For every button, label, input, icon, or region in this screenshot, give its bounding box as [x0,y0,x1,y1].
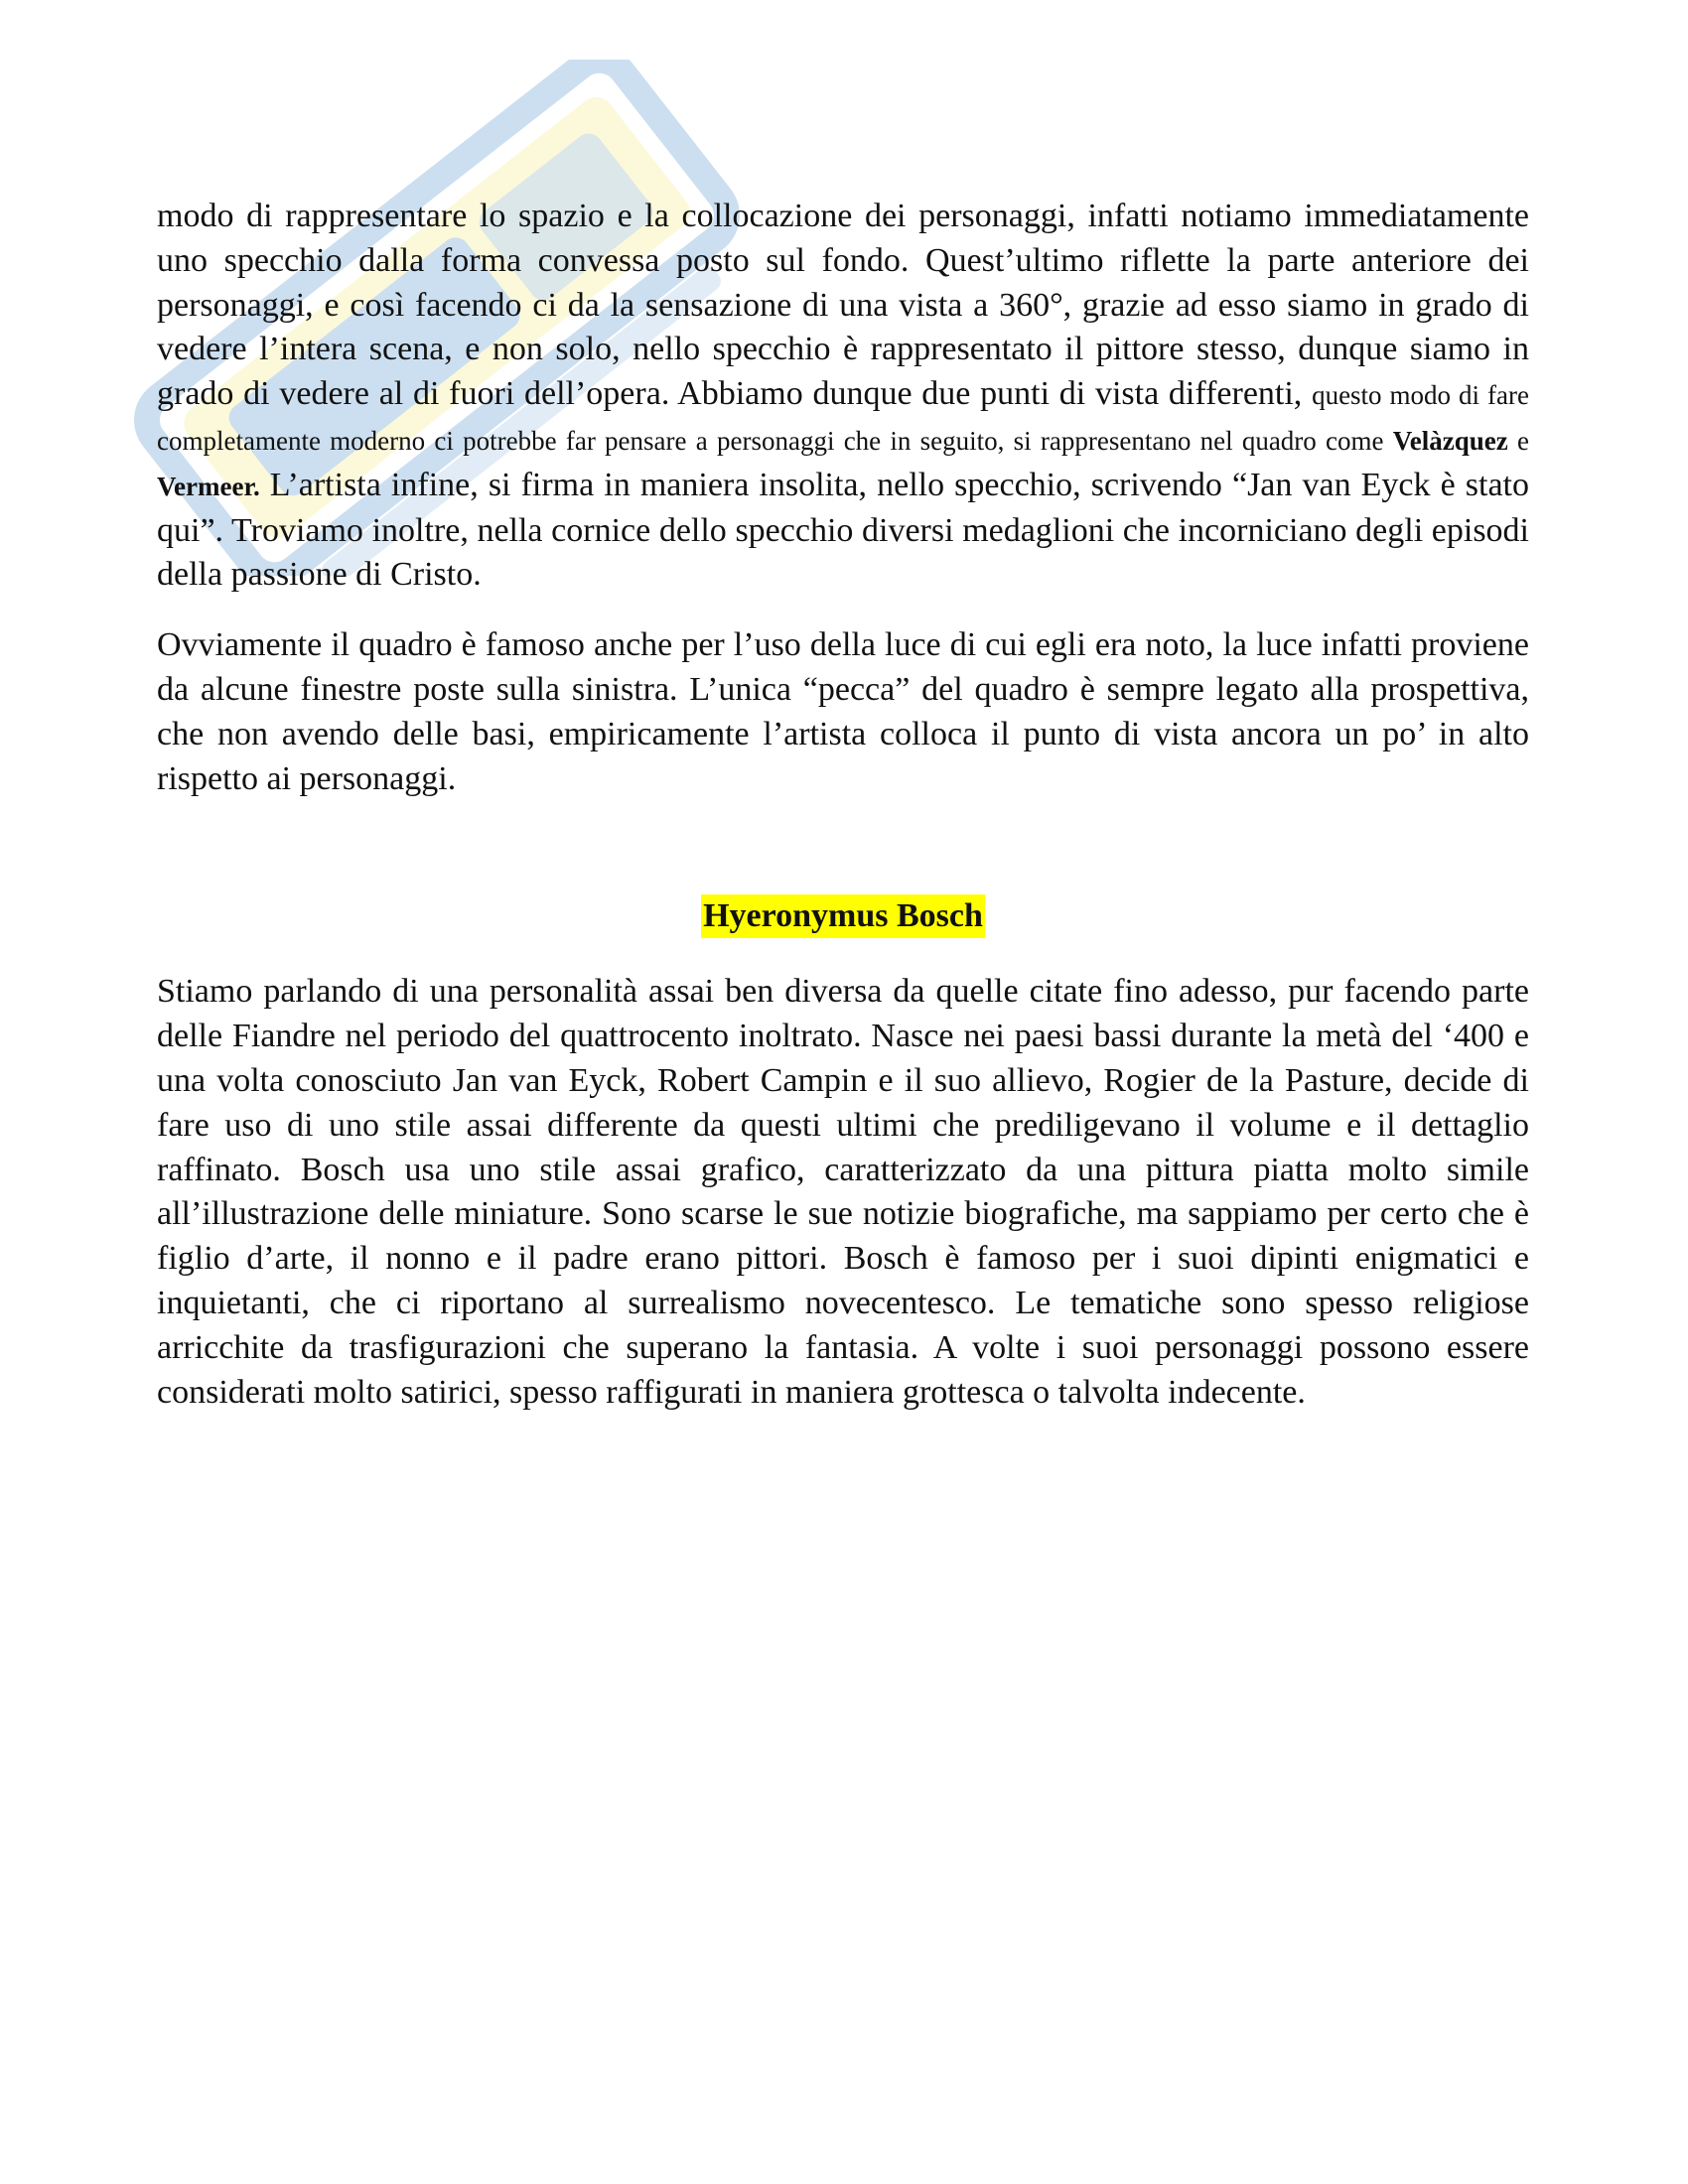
paragraph-text-tail: L’artista infine, si firma in maniera insolita, nello specchio, scrivendo “Jan van Eyck è stato qui”. Troviamo inoltre, nella cornice dello specchio diversi medaglioni che incorniciano degli episodi della passione di Cristo. [157,466,1529,594]
section-heading-bosch: Hyeronymus Bosch [701,894,985,938]
paragraph-small-text: questo modo di fare completamente moderno ci potrebbe far pensare a personaggi che in seguito, si rappresentano nel quadro come [157,380,1529,456]
paragraph-light: Ovviamente il quadro è famoso anche per l’uso della luce di cui egli era noto, la luce infatti proviene da alcune finestre poste sulla sinistra. L’unica “pecca” del quadro è sempre legato alla prospettiva, che non avendo delle basi, empiricamente l’artista colloca il punto di vista ancora un po’ in alto rispetto ai personaggi. [157,626,1529,797]
painter-name-vermeer: Vermeer. [157,471,260,501]
paragraph-bosch: Stiamo parlando di una personalità assai ben diversa da quelle citate fino adesso, pur facendo parte delle Fiandre nel periodo del quattrocento inoltrato. Nasce nei paesi bassi durante la metà del ‘400 e una volta conosciuto Jan van Eyck, Robert Campin e il suo allievo, Rogier de la Pasture, decide di fare uso di uno stile assai differente da questi ultimi che prediligevano il volume e il dettaglio raffinato. Bosch usa uno stile assai grafico, caratterizzato da una pittura piatta molto simile all’illustrazione delle miniature. Sono scarse le sue notizie biografiche, ma sappiamo per certo che è figlio d’arte, il nonno e il padre erano pittori. Bosch è famoso per i suoi dipinti enigmatici e inquietanti, che ci riportano al surrealismo novecentesco. Le tematiche sono spesso religiose arricchite da trasfigurazioni che superano la fantasia. A volte i suoi personaggi possono essere considerati molto satirici, spesso raffigurati in maniera grottesca o talvolta indecente. [157,973,1529,1411]
conjunction-text: e [1507,425,1530,456]
paragraph-van-eyck-mirror [157,195,1529,598]
section-heading-wrapper [157,894,1529,942]
document-page [157,195,1529,1415]
painter-name-velazquez: Velàzquez [1392,425,1508,456]
paragraph-text: modo di rappresentare lo spazio e la collocazione dei personaggi, infatti notiamo immediatamente uno specchio dalla forma convessa posto sul fondo. Quest’ultimo riflette la parte anteriore dei personaggi, e così facendo ci da la sensazione di una vista a 360°, grazie ad esso siamo in grado di vedere l’intera scena, e non solo, nello specchio è rappresentato il pittore stesso, dunque siamo in grado di vedere al di fuori dell’opera. Abbiamo dunque due punti di vista differenti, [157,198,1529,413]
